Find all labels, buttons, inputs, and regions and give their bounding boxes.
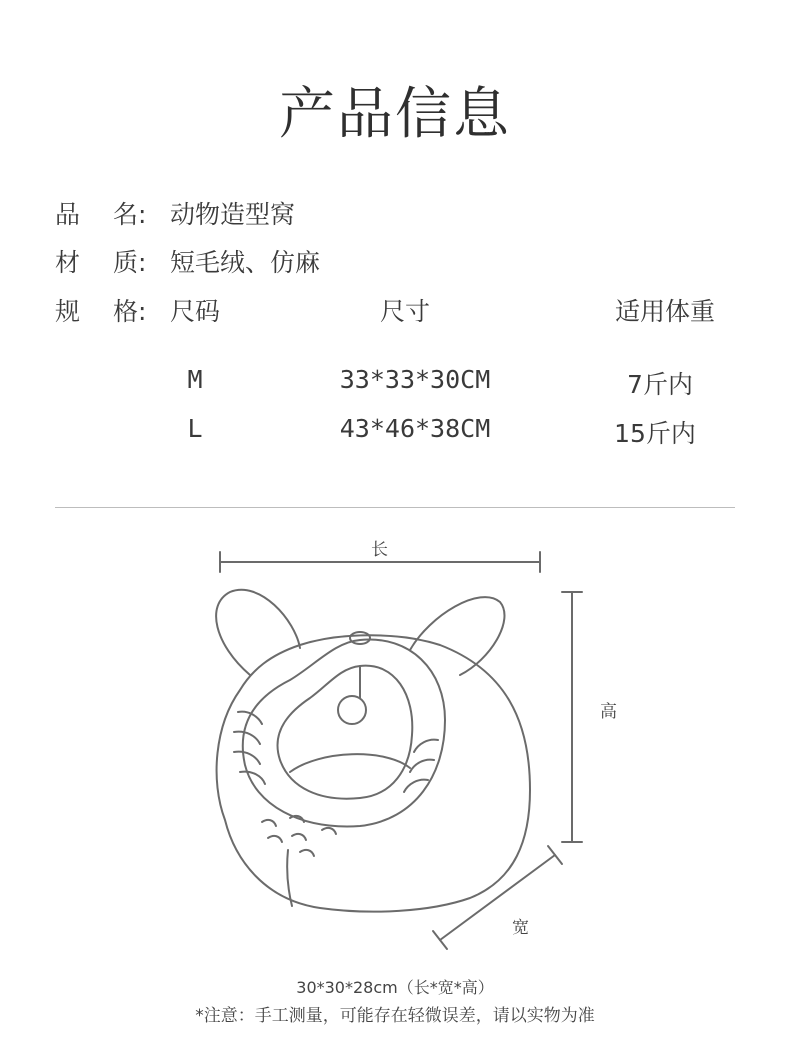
width-label: 宽 <box>512 918 529 938</box>
table-cell-size: L <box>187 414 203 443</box>
spec-label-a: 规 <box>55 297 81 326</box>
spec-row <box>55 292 170 328</box>
toy-ball <box>338 696 366 724</box>
material-label-b: 质: <box>113 248 147 277</box>
table-cell-size: M <box>187 365 203 394</box>
table-header-dimensions: 尺寸 <box>379 297 430 326</box>
table-header-size: 尺码 <box>170 297 221 326</box>
length-label: 长 <box>371 540 388 560</box>
material-row <box>55 243 320 279</box>
dimensions-caption: 30*30*28cm（长*宽*高） <box>296 978 494 997</box>
product-name-row <box>55 195 295 231</box>
opening-ring-inner <box>277 666 412 799</box>
bed-body <box>217 635 530 911</box>
table-header-weight: 适用体重 <box>614 297 715 326</box>
material-value: 短毛绒、仿麻 <box>170 248 321 277</box>
material-label-a: 材 <box>55 248 81 277</box>
pet-bed-diagram <box>0 520 790 960</box>
table-cell-dimensions: 43*46*38CM <box>339 414 491 443</box>
spec-label-b: 格: <box>113 297 147 326</box>
table-cell-weight: 15斤内 <box>614 419 696 448</box>
table-cell-dimensions: 33*33*30CM <box>339 365 491 394</box>
height-label: 高 <box>600 702 617 722</box>
page-title: 产品信息 <box>279 82 511 147</box>
nose-shape <box>350 632 370 644</box>
product-name-value: 动物造型窝 <box>170 200 296 229</box>
section-divider <box>55 507 735 508</box>
table-cell-weight: 7斤内 <box>627 370 693 399</box>
left-ear <box>216 590 300 675</box>
name-label-b: 名: <box>113 200 147 229</box>
name-label-a: 品 <box>55 200 81 229</box>
measurement-note: *注意：手工测量，可能存在轻微误差，请以实物为准 <box>195 1006 595 1026</box>
width-dimension-line <box>440 855 555 940</box>
